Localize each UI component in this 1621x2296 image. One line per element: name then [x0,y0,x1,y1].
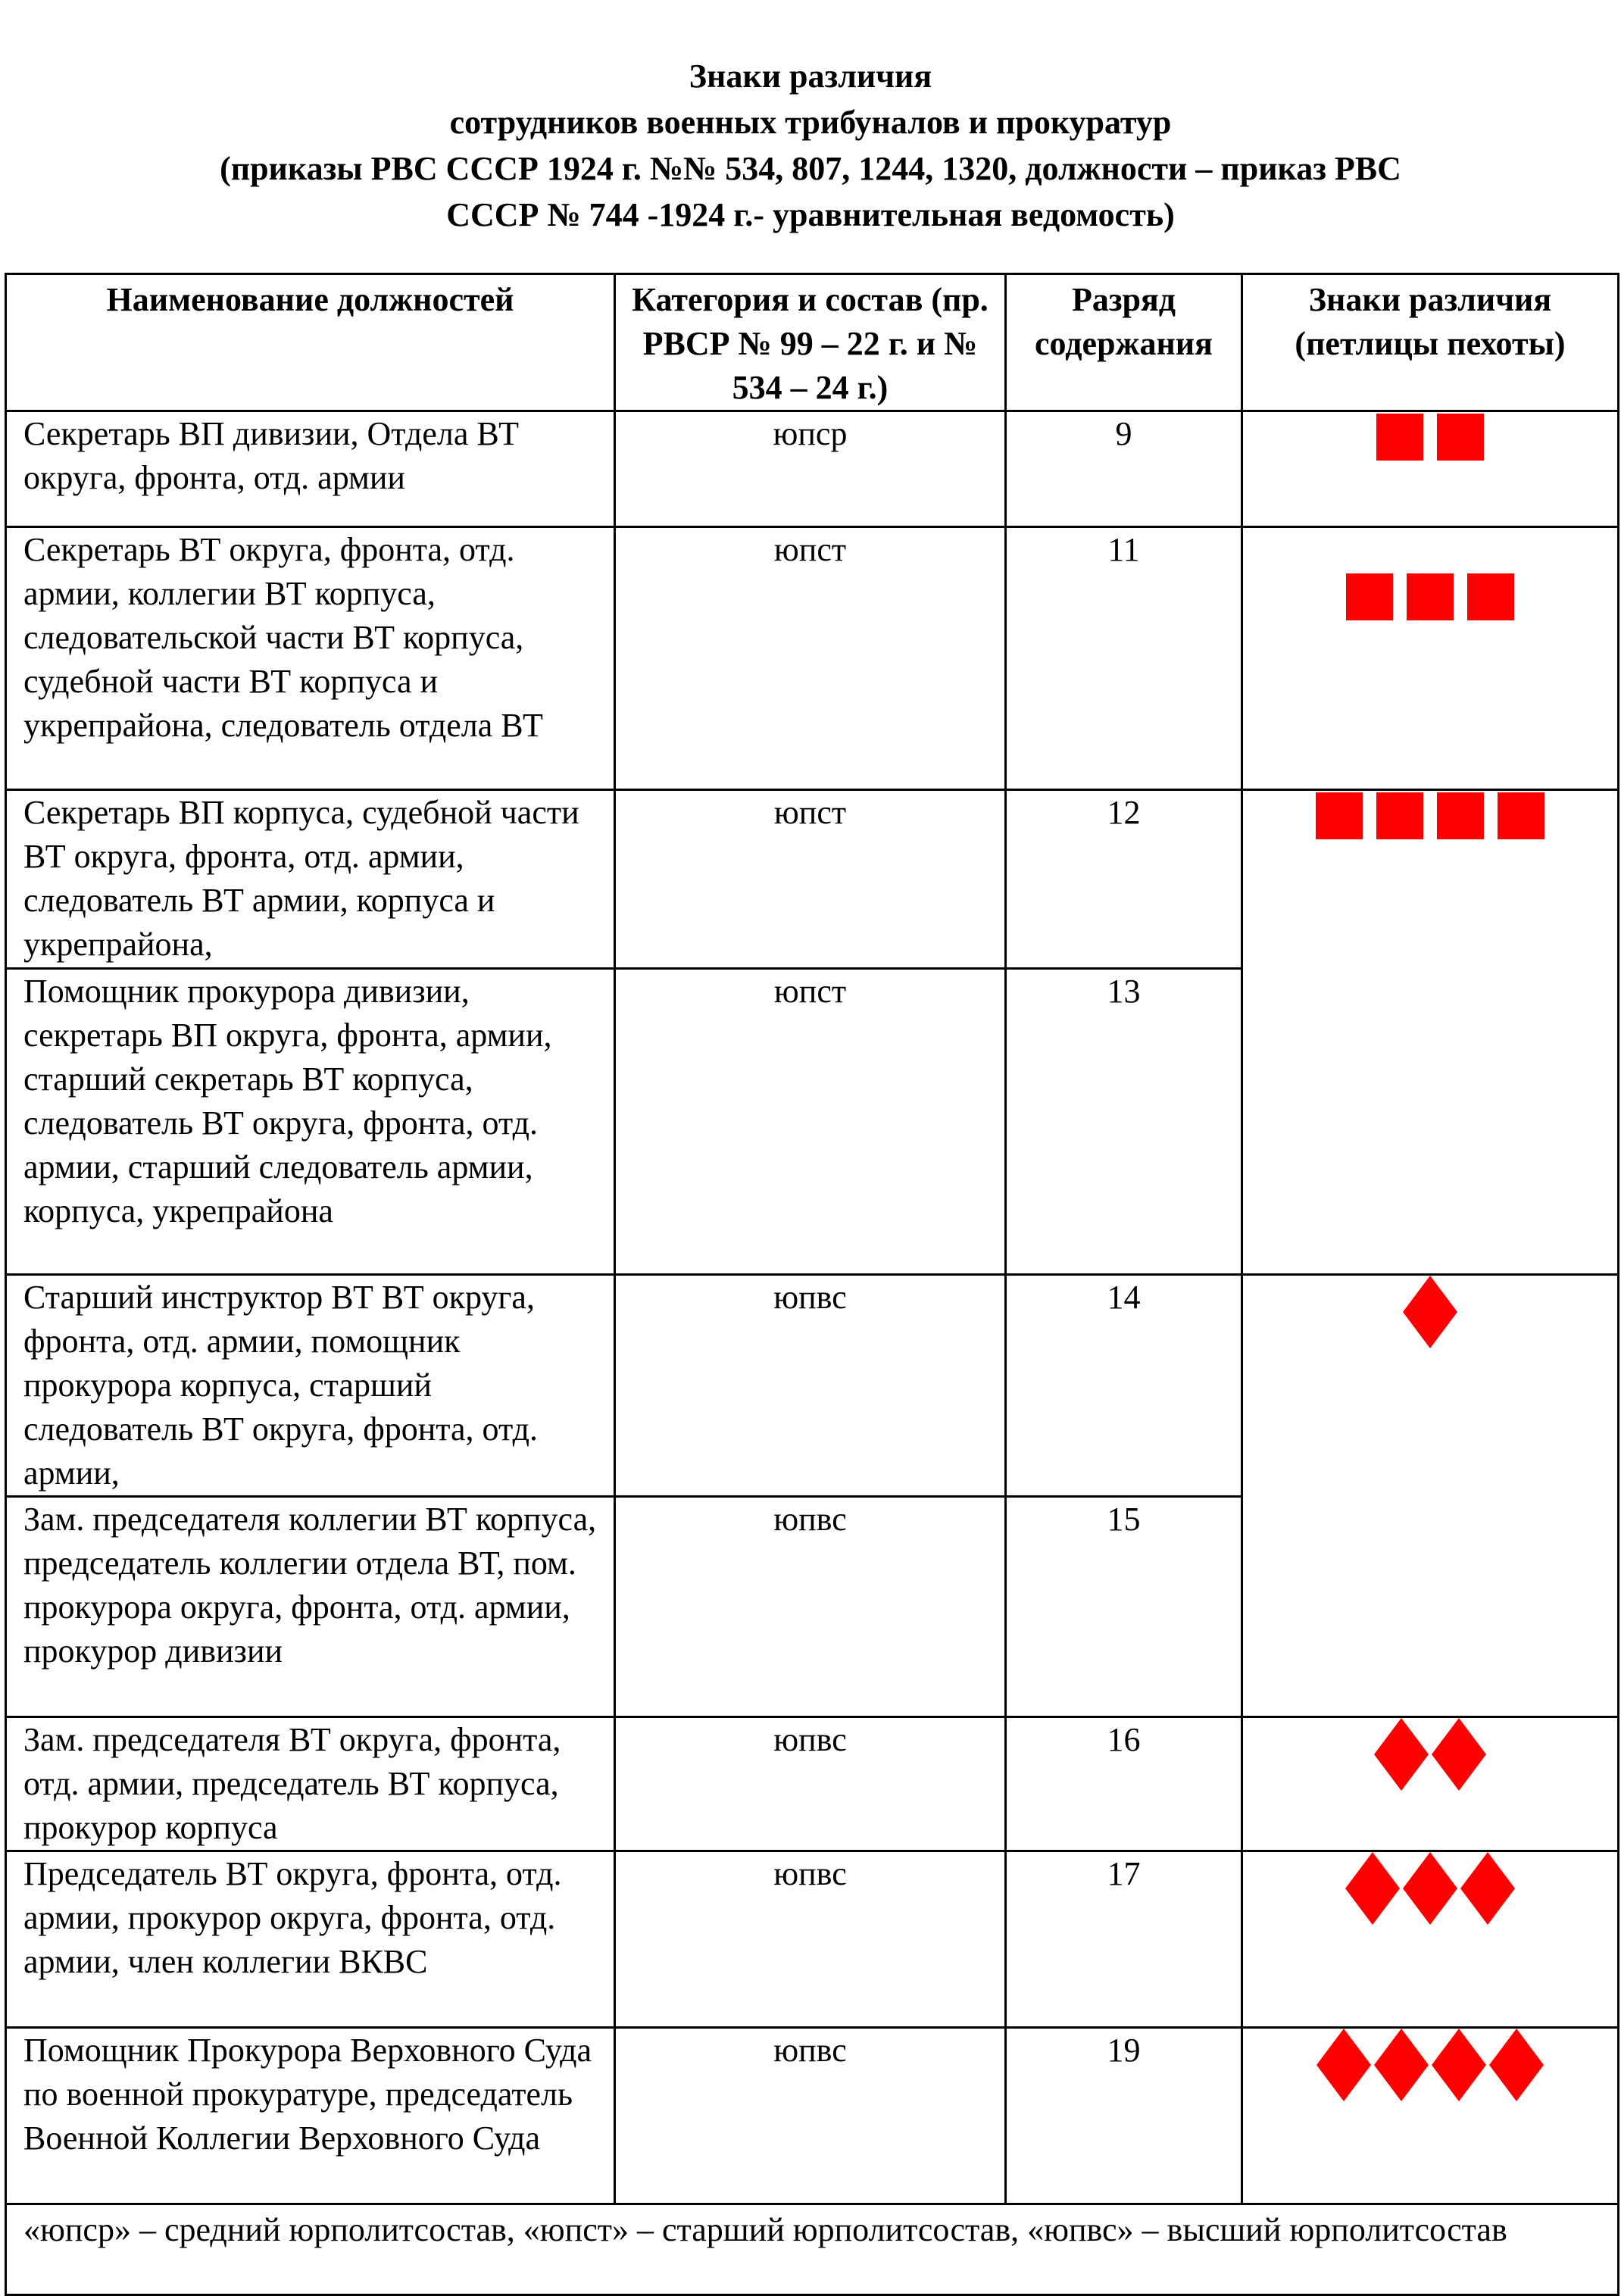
category-cell: юпст [615,527,1006,790]
table-row [6,1851,1619,2028]
square-icon [1437,414,1484,461]
footnote: «юпср» – средний юрполитсостав, «юпст» – старший юрполитсостав, «юпвс» – высший юрполитсостав [6,2204,1619,2295]
rhombus-icon [1432,2029,1486,2101]
grade-cell: 12 [1006,790,1242,969]
grade-cell: 17 [1006,1851,1242,2028]
position-name: Секретарь ВП дивизии, Отдела ВТ округа, фронта, отд. армии [6,411,615,527]
position-name: Зам. председателя коллегии ВТ корпуса, председатель коллегии отдела ВТ, пом. прокурора округа, фронта, отд. армии, прокурор дивизии [6,1497,615,1717]
rhombus-icon [1374,1718,1429,1791]
rhombus-icon [1460,1852,1515,1925]
table-row [6,1275,1619,1497]
insignia-table [5,273,1619,2296]
rhombus-icon [1403,1852,1457,1925]
grade-cell: 9 [1006,411,1242,527]
document-title [0,53,1621,238]
insignia-cell [1242,2028,1619,2204]
category-cell: юпст [615,790,1006,969]
grade-cell: 19 [1006,2028,1242,2204]
footnote-row [6,2204,1619,2295]
position-name: Секретарь ВП корпуса, судебной части ВТ округа, фронта, отд. армии, следователь ВТ армии, корпуса и укрепрайона, [6,790,615,969]
insignia-cell [1242,1717,1619,1851]
header-insignia: Знаки различия (петлицы пехоты) [1242,274,1619,411]
rhombus-icon [1489,2029,1544,2101]
insignia-cell [1242,527,1619,790]
grade-cell: 11 [1006,527,1242,790]
square-icon [1316,792,1363,839]
table-row [6,790,1619,969]
position-name: Помощник Прокурора Верховного Суда по военной прокуратуре, председатель Военной Коллегии Верховного Суда [6,2028,615,2204]
title-line-1: Знаки различия [689,58,932,95]
rhombus-icon [1432,1718,1486,1791]
category-cell: юпвс [615,1497,1006,1717]
category-cell: юпвс [615,1275,1006,1497]
category-cell: юпср [615,411,1006,527]
position-name: Старший инструктор ВТ ВТ округа, фронта, отд. армии, помощник прокурора корпуса, старший следователь ВТ округа, фронта, отд. армии, [6,1275,615,1497]
square-icon [1346,573,1393,620]
position-name: Зам. председателя ВТ округа, фронта, отд. армии, председатель ВТ корпуса, прокурор корпуса [6,1717,615,1851]
rhombus-icon [1316,2029,1371,2101]
title-line-2: сотрудников военных трибуналов и прокуратур [449,104,1172,141]
category-cell: юпвс [615,1851,1006,2028]
grade-cell: 16 [1006,1717,1242,1851]
insignia-cell [1242,1851,1619,2028]
position-name: Помощник прокурора дивизии, секретарь ВП округа, фронта, армии, старший секретарь ВТ корпуса, следователь ВТ округа, фронта, отд. армии, старший следователь армии, корпуса, укрепрайона [6,969,615,1275]
grade-cell: 14 [1006,1275,1242,1497]
square-icon [1437,792,1484,839]
square-icon [1498,792,1544,839]
category-cell: юпст [615,969,1006,1275]
table-row [6,411,1619,527]
square-icon [1407,573,1454,620]
table-row [6,2028,1619,2204]
insignia-cell [1242,1275,1619,1717]
title-line-3: (приказы РВС СССР 1924 г. №№ 534, 807, 1244, 1320, должности – приказ РВС [220,150,1401,187]
insignia-cell [1242,411,1619,527]
rhombus-icon [1403,1276,1457,1348]
grade-cell: 13 [1006,969,1242,1275]
position-name: Секретарь ВТ округа, фронта, отд. армии, коллегии ВТ корпуса, следовательской части ВТ корпуса, судебной части ВТ корпуса и укрепрайона, следователь отдела ВТ [6,527,615,790]
category-cell: юпвс [615,2028,1006,2204]
category-cell: юпвс [615,1717,1006,1851]
square-icon [1376,792,1423,839]
insignia-cell [1242,790,1619,1275]
table-row [6,527,1619,790]
square-icon [1467,573,1514,620]
position-name: Председатель ВТ округа, фронта, отд. армии, прокурор округа, фронта, отд. армии, член коллегии ВКВС [6,1851,615,2028]
square-icon [1376,414,1423,461]
rhombus-icon [1345,1852,1400,1925]
header-name: Наименование должностей [6,274,615,411]
rhombus-icon [1374,2029,1429,2101]
title-line-4: СССР № 744 -1924 г.- уравнительная ведомость) [446,196,1175,233]
grade-cell: 15 [1006,1497,1242,1717]
table-header-row [6,274,1619,411]
table-row [6,1717,1619,1851]
header-grade: Разряд содержания [1006,274,1242,411]
header-category: Категория и состав (пр. РВСР № 99 – 22 г. и № 534 – 24 г.) [615,274,1006,411]
